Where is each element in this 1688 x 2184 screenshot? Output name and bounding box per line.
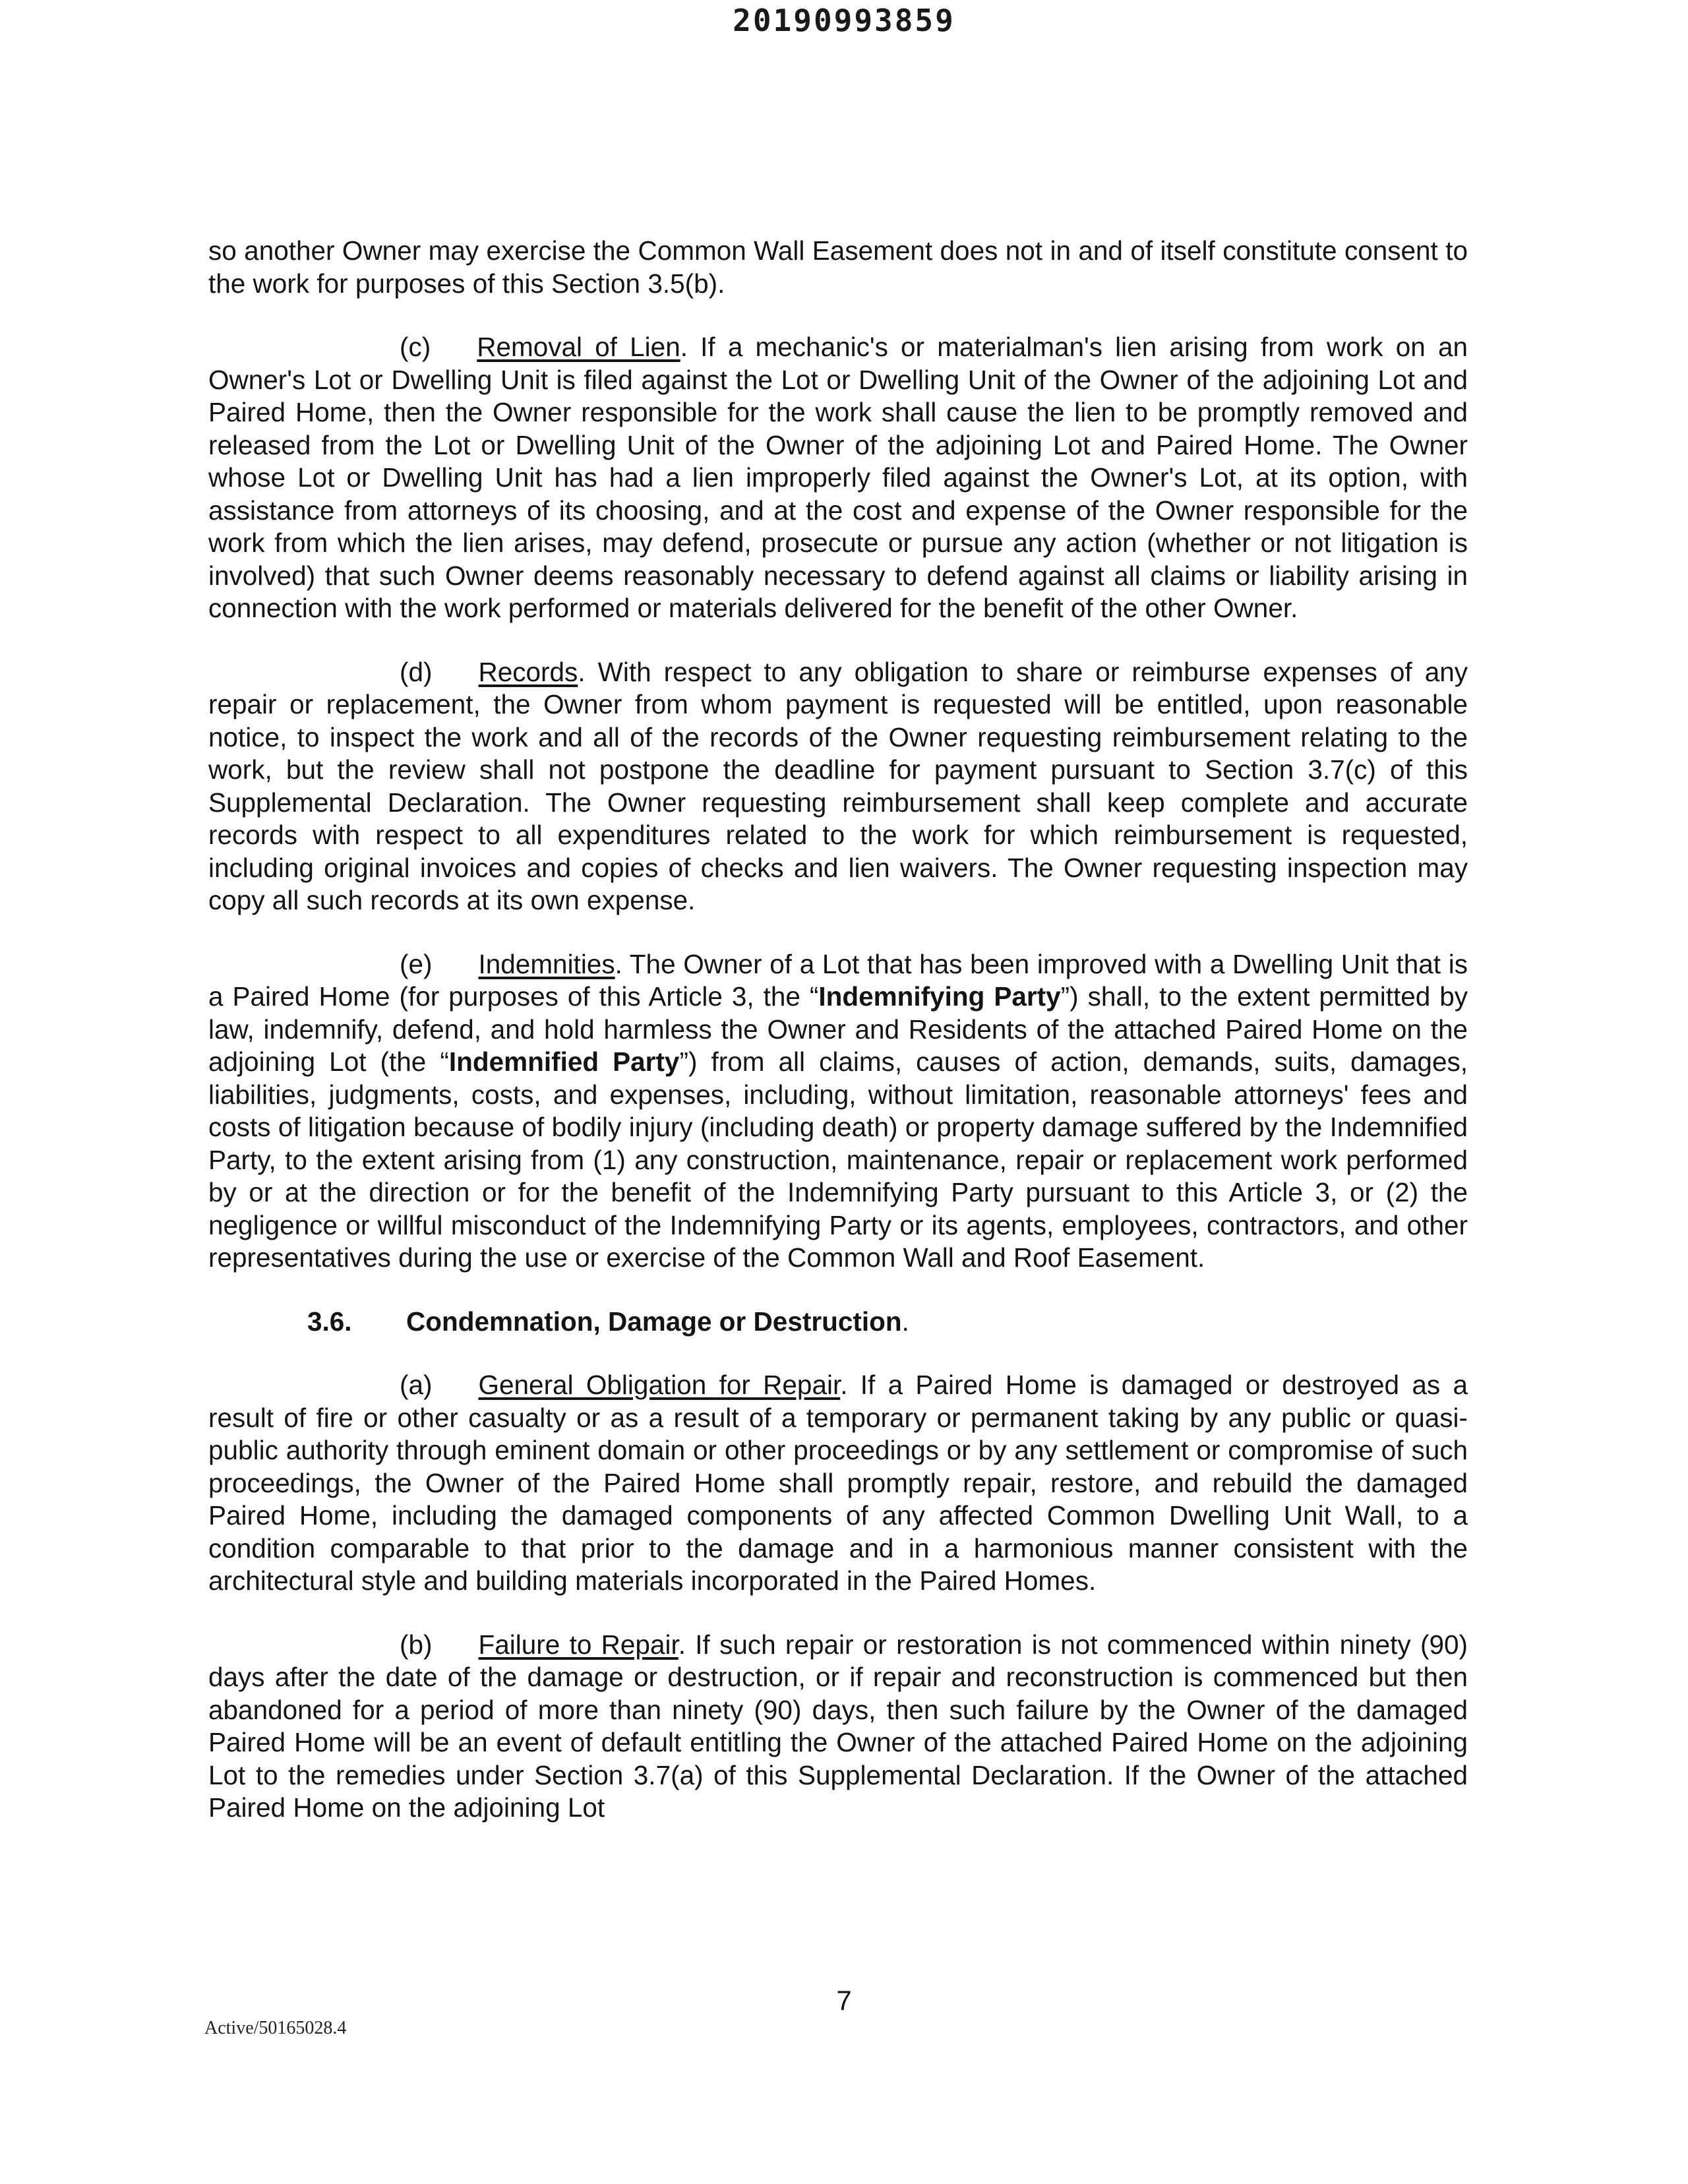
paragraph-b-failure-to-repair: [208, 1629, 1468, 1825]
continuation-paragraph: so another Owner may exercise the Common Wall Easement does not in and of itself constitute consent to the work for purposes of this Section 3.5(b).: [208, 235, 1468, 299]
section-heading-3-6: [208, 1306, 1468, 1339]
page-number: 7: [836, 1985, 852, 2016]
paragraph-title: Removal of Lien: [477, 332, 680, 362]
paragraph-label: (a): [400, 1370, 433, 1400]
paragraph-text: ”) shall, to the extent permitted by law, indemnify, defend, and hold harmless the Owner and Residents of the attached Paired Home on the adjoining Lot (the “: [208, 981, 1468, 1077]
defined-term-indemnifying-party: Indemnifying Party: [818, 981, 1061, 1012]
paragraph-text: . With respect to any obligation to share or reimburse expenses of any repair or replacement, the Owner from whom payment is requested will be entitled, upon reasonable notice, to inspect the work and all of the records of the Owner requesting reimbursement relating to the work, but the review shall not postpone the deadline for payment pursuant to Section 3.7(c) of this Supplemental Declaration. The Owner requesting reimbursement shall keep complete and accurate records with respect to all expenditures related to the work for which reimbursement is requested, including original invoices and copies of checks and lien waivers. The Owner requesting inspection may copy all such records at its own expense.: [208, 656, 1468, 915]
paragraph-c-removal-of-lien: [208, 331, 1468, 625]
section-title: Condemnation, Damage or Destruction: [406, 1306, 902, 1337]
paragraph-text: ”) from all claims, causes of action, demands, suits, damages, liabilities, judgments, costs, and expenses, including, without limitation, reasonable attorneys' fees and costs of litigation because of bodily injury (including death) or property damage suffered by the Indemnified Party, to the extent arising from (1) any construction, maintenance, repair or replacement work performed by or at the direction or for the benefit of the Indemnifying Party pursuant to this Article 3, or (2) the negligence or willful misconduct of the Indemnifying Party or its agents, employees, contractors, and other representatives during the use or exercise of the Common Wall and Roof Easement.: [208, 1046, 1468, 1273]
record-number: 20190993859: [733, 3, 955, 38]
defined-term-indemnified-party: Indemnified Party: [448, 1046, 680, 1077]
paragraph-d-records: [208, 656, 1468, 917]
paragraph-a-general-obligation: [208, 1369, 1468, 1598]
section-title-period: .: [901, 1306, 909, 1337]
paragraph-text: . The Owner of a Lot that has been improved with a Dwelling Unit that is a Paired Home (for purposes of this Article 3, the “: [208, 948, 1468, 1012]
paragraph-label: (e): [400, 948, 433, 979]
paragraph-title: Records: [478, 656, 578, 687]
paragraph-title: Failure to Repair: [478, 1629, 678, 1660]
paragraph-label: (b): [400, 1629, 433, 1660]
document-id: Active/50165028.4: [204, 2018, 347, 2038]
section-number: 3.6.: [307, 1306, 352, 1337]
document-body: [208, 235, 1468, 1856]
paragraph-title: General Obligation for Repair: [478, 1370, 841, 1400]
paragraph-text: . If such repair or restoration is not commenced within ninety (90) days after the date of the damage or destruction, or if repair and reconstruction is commenced but then abandoned for a period of more than ninety (90) days, then such failure by the Owner of the damaged Paired Home will be an event of default entitling the Owner of the attached Paired Home on the adjoining Lot to the remedies under Section 3.7(a) of this Supplemental Declaration. If the Owner of the attached Paired Home on the adjoining Lot: [208, 1629, 1468, 1823]
paragraph-text: . If a Paired Home is damaged or destroyed as a result of fire or other casualty or as a result of a temporary or permanent taking by any public or quasi-public authority through eminent domain or other proceedings or by any settlement or compromise of such proceedings, the Owner of the Paired Home shall promptly repair, restore, and rebuild the damaged Paired Home, including the damaged components of any affected Common Dwelling Unit Wall, to a condition comparable to that prior to the damage and in a harmonious manner consistent with the architectural style and building materials incorporated in the Paired Homes.: [208, 1370, 1468, 1596]
paragraph-text: . If a mechanic's or materialman's lien arising from work on an Owner's Lot or Dwelling Unit is filed against the Lot or Dwelling Unit of the Owner of the adjoining Lot and Paired Home, then the Owner responsible for the work shall cause the lien to be promptly removed and released from the Lot or Dwelling Unit of the Owner of the adjoining Lot and Paired Home. The Owner whose Lot or Dwelling Unit has had a lien improperly filed against the Owner's Lot, at its option, with assistance from attorneys of its choosing, and at the cost and expense of the Owner responsible for the work from which the lien arises, may defend, prosecute or pursue any action (whether or not litigation is involved) that such Owner deems reasonably necessary to defend against all claims or liability arising in connection with the work performed or materials delivered for the benefit of the other Owner.: [208, 332, 1468, 623]
paragraph-label: (d): [400, 656, 433, 687]
paragraph-e-indemnities: [208, 948, 1468, 1275]
paragraph-label: (c): [400, 332, 431, 362]
paragraph-title: Indemnities: [478, 948, 615, 979]
